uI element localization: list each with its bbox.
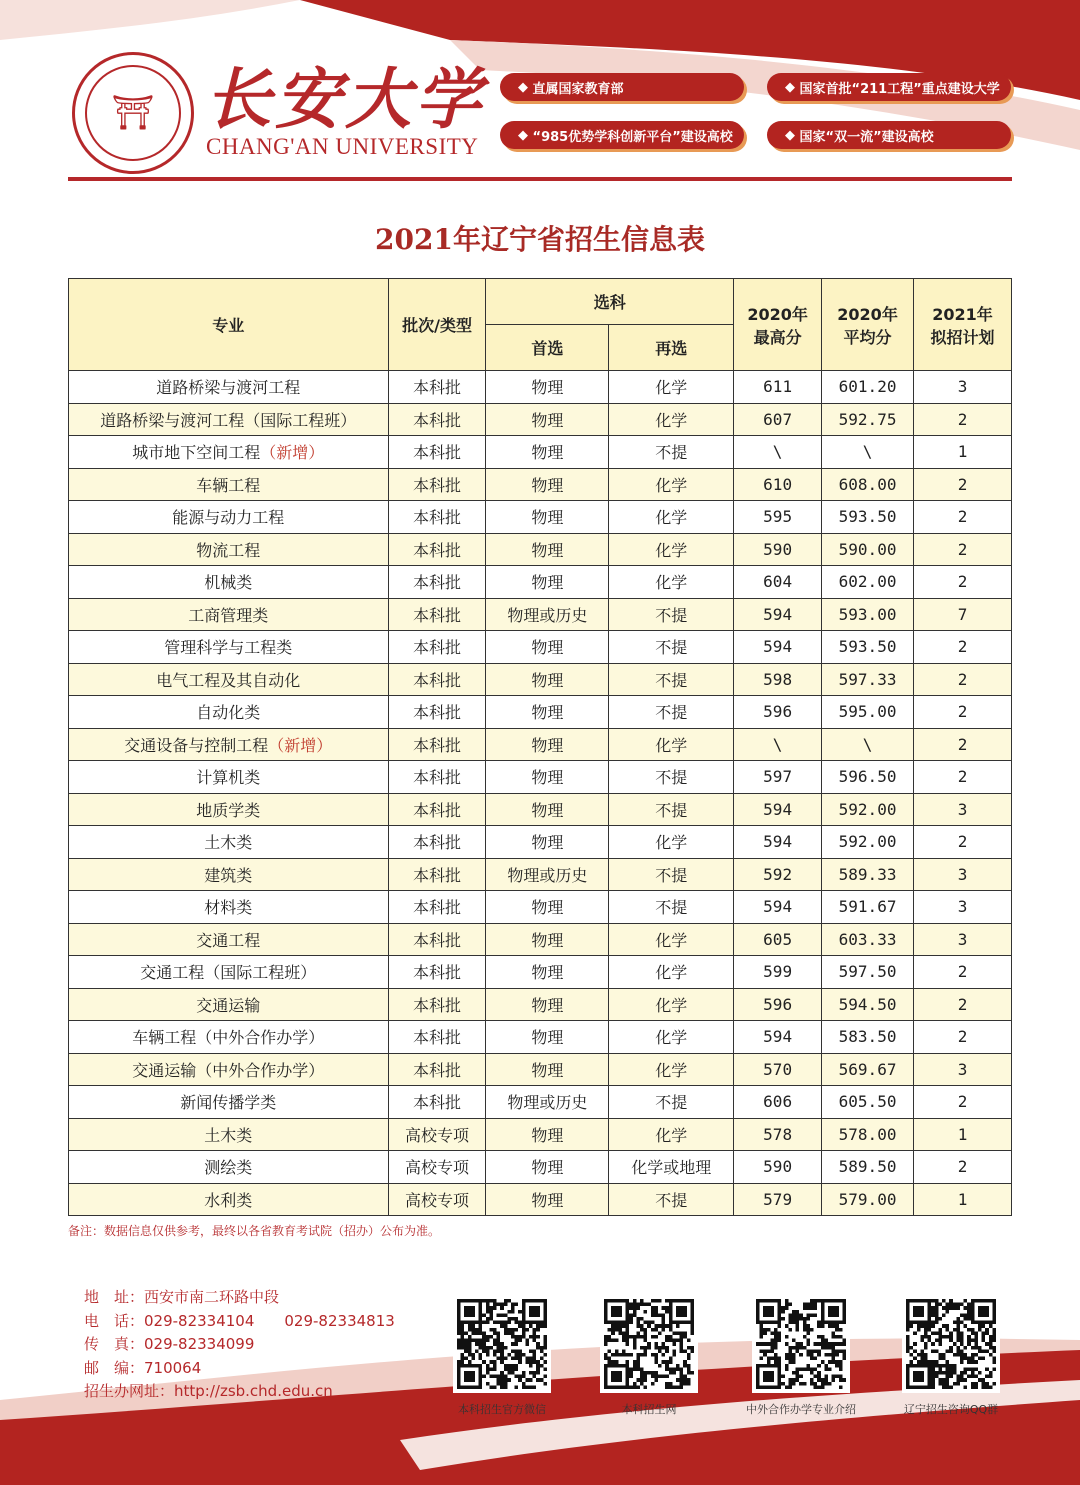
major-name: 交通工程（国际工程班）: [140, 963, 317, 983]
cell-avg-2020: 602.00: [822, 566, 914, 599]
table-row: [69, 988, 1012, 1021]
cell-major: [69, 533, 389, 566]
cell-batch: 本科批: [388, 436, 486, 469]
cell-second-choice: 化学: [609, 501, 734, 534]
cell-second-choice: 不提: [609, 598, 734, 631]
new-tag: （新增）: [268, 735, 333, 755]
cell-major: [69, 468, 389, 501]
cell-plan-2021: 2: [914, 501, 1012, 534]
cell-batch: 本科批: [388, 728, 486, 761]
cell-plan-2021: 2: [914, 956, 1012, 989]
cell-second-choice: 不提: [609, 1183, 734, 1216]
major-name: 电气工程及其自动化: [156, 670, 301, 690]
cell-second-choice: 化学: [609, 371, 734, 404]
major-name: 自动化类: [196, 703, 261, 723]
table-row: [69, 793, 1012, 826]
cell-second-choice: 化学: [609, 956, 734, 989]
cell-max-2020: 596: [734, 696, 822, 729]
cell-plan-2021: 2: [914, 663, 1012, 696]
cell-max-2020: 578: [734, 1118, 822, 1151]
cell-first-choice: 物理: [486, 1118, 609, 1151]
cell-batch: 本科批: [388, 533, 486, 566]
cell-avg-2020: 590.00: [822, 533, 914, 566]
cell-plan-2021: 2: [914, 533, 1012, 566]
header-max-2020: 2020年 最高分: [734, 279, 822, 371]
cell-first-choice: 物理: [486, 371, 609, 404]
phone: 电 话：029-82334104 029-82334813: [84, 1311, 395, 1330]
cell-major: [69, 631, 389, 664]
cell-avg-2020: 583.50: [822, 1021, 914, 1054]
cell-batch: 高校专项: [388, 1118, 486, 1151]
cell-avg-2020: 589.33: [822, 858, 914, 891]
cell-first-choice: 物理: [486, 696, 609, 729]
cell-major: [69, 1053, 389, 1086]
table-row: [69, 663, 1012, 696]
major-name: 道路桥梁与渡河工程（国际工程班）: [100, 410, 357, 430]
cell-avg-2020: 597.50: [822, 956, 914, 989]
table-row: [69, 891, 1012, 924]
cell-avg-2020: 593.50: [822, 501, 914, 534]
footnote: 备注：数据信息仅供参考，最终以各省教育考试院（招办）公布为准。: [68, 1224, 441, 1238]
major-name: 土木类: [204, 1125, 253, 1145]
qr-label: 本科招生官方微信: [458, 1403, 546, 1416]
cell-batch: 高校专项: [388, 1183, 486, 1216]
cell-second-choice: 不提: [609, 1086, 734, 1119]
cell-second-choice: 化学: [609, 1021, 734, 1054]
cell-batch: 本科批: [388, 696, 486, 729]
cell-max-2020: 594: [734, 1021, 822, 1054]
major-name: 交通设备与控制工程: [124, 735, 269, 755]
cell-first-choice: 物理: [486, 436, 609, 469]
table-row: [69, 1183, 1012, 1216]
cell-plan-2021: 2: [914, 631, 1012, 664]
cell-max-2020: 610: [734, 468, 822, 501]
cell-avg-2020: \: [822, 728, 914, 761]
cell-first-choice: 物理: [486, 631, 609, 664]
cell-second-choice: 化学或地理: [609, 1151, 734, 1184]
cell-second-choice: 化学: [609, 728, 734, 761]
table-row: [69, 533, 1012, 566]
cell-batch: 本科批: [388, 761, 486, 794]
table-row: [69, 1086, 1012, 1119]
cell-max-2020: 605: [734, 923, 822, 956]
cell-second-choice: 不提: [609, 761, 734, 794]
major-name: 计算机类: [196, 768, 261, 788]
cell-plan-2021: 3: [914, 858, 1012, 891]
cell-batch: 高校专项: [388, 1151, 486, 1184]
qr-code: [902, 1295, 1000, 1393]
cell-plan-2021: 2: [914, 1021, 1012, 1054]
cell-batch: 本科批: [388, 663, 486, 696]
cell-plan-2021: 2: [914, 761, 1012, 794]
cell-avg-2020: 605.50: [822, 1086, 914, 1119]
cell-major: [69, 1183, 389, 1216]
cell-max-2020: 595: [734, 501, 822, 534]
badge: ◆ 国家首批“211工程”重点建设大学: [767, 73, 1011, 101]
badge: ◆ “985优势学科创新平台”建设高校: [500, 121, 744, 149]
cell-plan-2021: 3: [914, 793, 1012, 826]
cell-first-choice: 物理: [486, 1183, 609, 1216]
cell-plan-2021: 3: [914, 923, 1012, 956]
cell-max-2020: 604: [734, 566, 822, 599]
major-name: 土木类: [204, 833, 253, 853]
cell-batch: 本科批: [388, 858, 486, 891]
cell-max-2020: 597: [734, 761, 822, 794]
cell-batch: 本科批: [388, 1053, 486, 1086]
cell-max-2020: 590: [734, 533, 822, 566]
cell-major: [69, 891, 389, 924]
cell-major: [69, 403, 389, 436]
cell-max-2020: 570: [734, 1053, 822, 1086]
table-row: [69, 501, 1012, 534]
badge: ◆ 国家“双一流”建设高校: [767, 121, 1011, 149]
cell-plan-2021: 2: [914, 468, 1012, 501]
university-name-en: CHANG'AN UNIVERSITY: [206, 134, 479, 159]
cell-first-choice: 物理: [486, 988, 609, 1021]
table-row: [69, 598, 1012, 631]
cell-max-2020: 596: [734, 988, 822, 1021]
cell-major: [69, 923, 389, 956]
major-name: 道路桥梁与渡河工程: [156, 378, 301, 398]
cell-max-2020: 594: [734, 631, 822, 664]
cell-plan-2021: 1: [914, 1118, 1012, 1151]
cell-first-choice: 物理或历史: [486, 858, 609, 891]
major-name: 测绘类: [204, 1158, 253, 1178]
cell-plan-2021: 2: [914, 988, 1012, 1021]
cell-second-choice: 化学: [609, 988, 734, 1021]
cell-first-choice: 物理: [486, 468, 609, 501]
cell-plan-2021: 2: [914, 566, 1012, 599]
cell-second-choice: 不提: [609, 436, 734, 469]
cell-max-2020: 594: [734, 891, 822, 924]
page-title: 2021年辽宁省招生信息表: [375, 223, 705, 256]
table-row: [69, 1053, 1012, 1086]
cell-major: [69, 956, 389, 989]
cell-major: [69, 988, 389, 1021]
cell-second-choice: 不提: [609, 793, 734, 826]
table-row: [69, 858, 1012, 891]
cell-major: [69, 501, 389, 534]
major-name: 交通运输: [196, 995, 261, 1015]
cell-avg-2020: 596.50: [822, 761, 914, 794]
cell-second-choice: 化学: [609, 403, 734, 436]
major-name: 能源与动力工程: [172, 508, 285, 528]
cell-batch: 本科批: [388, 891, 486, 924]
cell-second-choice: 不提: [609, 891, 734, 924]
cell-batch: 本科批: [388, 631, 486, 664]
table-row: [69, 1151, 1012, 1184]
cell-first-choice: 物理: [486, 1151, 609, 1184]
major-name: 机械类: [204, 573, 253, 593]
qr-code: [600, 1295, 698, 1393]
cell-batch: 本科批: [388, 598, 486, 631]
cell-major: [69, 793, 389, 826]
cell-avg-2020: 601.20: [822, 371, 914, 404]
cell-avg-2020: 589.50: [822, 1151, 914, 1184]
cell-avg-2020: 592.00: [822, 826, 914, 859]
table-row: [69, 923, 1012, 956]
cell-avg-2020: 603.33: [822, 923, 914, 956]
table-row: [69, 1118, 1012, 1151]
cell-first-choice: 物理: [486, 663, 609, 696]
cell-major: [69, 1021, 389, 1054]
badge: ◆ 直属国家教育部: [500, 73, 744, 101]
major-name: 交通运输（中外合作办学）: [132, 1060, 325, 1080]
major-name: 管理科学与工程类: [164, 638, 293, 658]
cell-batch: 本科批: [388, 501, 486, 534]
cell-major: [69, 566, 389, 599]
cell-major: [69, 696, 389, 729]
table-row: [69, 371, 1012, 404]
major-name: 物流工程: [196, 540, 261, 560]
table-row: [69, 468, 1012, 501]
cell-avg-2020: 579.00: [822, 1183, 914, 1216]
cell-max-2020: 590: [734, 1151, 822, 1184]
cell-max-2020: 594: [734, 793, 822, 826]
qr-label: 本科招生网: [621, 1403, 677, 1416]
header-avg-2020: 2020年 平均分: [822, 279, 914, 371]
contact-info: [84, 1286, 395, 1404]
cell-first-choice: 物理或历史: [486, 1086, 609, 1119]
cell-major: [69, 436, 389, 469]
cell-plan-2021: 3: [914, 371, 1012, 404]
cell-major: [69, 1086, 389, 1119]
header-major: 专业: [69, 279, 389, 371]
cell-max-2020: 607: [734, 403, 822, 436]
cell-avg-2020: 578.00: [822, 1118, 914, 1151]
cell-batch: 本科批: [388, 826, 486, 859]
cell-second-choice: 化学: [609, 1118, 734, 1151]
major-name: 工商管理类: [188, 605, 269, 625]
cell-first-choice: 物理: [486, 923, 609, 956]
cell-plan-2021: 2: [914, 1086, 1012, 1119]
cell-avg-2020: 608.00: [822, 468, 914, 501]
cell-first-choice: 物理: [486, 793, 609, 826]
cell-batch: 本科批: [388, 566, 486, 599]
cell-max-2020: 611: [734, 371, 822, 404]
cell-batch: 本科批: [388, 1021, 486, 1054]
cell-first-choice: 物理: [486, 566, 609, 599]
header-subjects: 选科: [486, 279, 734, 325]
cell-avg-2020: 592.00: [822, 793, 914, 826]
cell-first-choice: 物理: [486, 891, 609, 924]
cell-max-2020: 606: [734, 1086, 822, 1119]
address: 地 址：西安市南二环路中段: [84, 1288, 280, 1306]
divider: [68, 177, 1012, 181]
cell-first-choice: 物理: [486, 403, 609, 436]
cell-second-choice: 化学: [609, 533, 734, 566]
cell-second-choice: 化学: [609, 923, 734, 956]
cell-plan-2021: 2: [914, 403, 1012, 436]
cell-second-choice: 不提: [609, 696, 734, 729]
cell-avg-2020: \: [822, 436, 914, 469]
header-second-choice: 再选: [609, 325, 734, 371]
header-plan-2021: 2021年 拟招计划: [914, 279, 1012, 371]
cell-batch: 本科批: [388, 371, 486, 404]
cell-first-choice: 物理: [486, 501, 609, 534]
cell-second-choice: 化学: [609, 566, 734, 599]
table-row: [69, 826, 1012, 859]
cell-batch: 本科批: [388, 793, 486, 826]
cell-second-choice: 不提: [609, 631, 734, 664]
table-row: [69, 728, 1012, 761]
major-name: 车辆工程（中外合作办学）: [132, 1028, 325, 1048]
cell-max-2020: 594: [734, 826, 822, 859]
cell-plan-2021: 3: [914, 891, 1012, 924]
cell-max-2020: \: [734, 728, 822, 761]
cell-max-2020: 598: [734, 663, 822, 696]
qr-code: [752, 1295, 850, 1393]
cell-major: [69, 761, 389, 794]
cell-batch: 本科批: [388, 988, 486, 1021]
cell-major: [69, 371, 389, 404]
table-row: [69, 1021, 1012, 1054]
university-seal: ⛩: [72, 52, 194, 174]
cell-avg-2020: 595.00: [822, 696, 914, 729]
cell-second-choice: 化学: [609, 826, 734, 859]
major-name: 城市地下空间工程: [132, 443, 261, 463]
cell-max-2020: 599: [734, 956, 822, 989]
cell-major: [69, 598, 389, 631]
qr-label: 辽宁招生咨询QQ群: [903, 1403, 999, 1416]
cell-first-choice: 物理: [486, 956, 609, 989]
major-name: 新闻传播学类: [180, 1093, 277, 1113]
table-row: [69, 403, 1012, 436]
new-tag: （新增）: [260, 443, 325, 463]
cell-avg-2020: 593.50: [822, 631, 914, 664]
website[interactable]: 招生办网址：http://zsb.chd.edu.cn: [84, 1382, 333, 1400]
header-batch: 批次/类型: [388, 279, 486, 371]
cell-first-choice: 物理: [486, 761, 609, 794]
qr-code: [453, 1295, 551, 1393]
cell-avg-2020: 592.75: [822, 403, 914, 436]
cell-plan-2021: 2: [914, 826, 1012, 859]
major-name: 交通工程: [196, 930, 261, 950]
cell-avg-2020: 591.67: [822, 891, 914, 924]
cell-max-2020: \: [734, 436, 822, 469]
cell-first-choice: 物理或历史: [486, 598, 609, 631]
cell-first-choice: 物理: [486, 1053, 609, 1086]
cell-max-2020: 592: [734, 858, 822, 891]
cell-avg-2020: 593.00: [822, 598, 914, 631]
cell-plan-2021: 2: [914, 728, 1012, 761]
major-name: 水利类: [204, 1190, 253, 1210]
cell-avg-2020: 594.50: [822, 988, 914, 1021]
cell-plan-2021: 2: [914, 1151, 1012, 1184]
cell-batch: 本科批: [388, 468, 486, 501]
cell-second-choice: 化学: [609, 468, 734, 501]
cell-first-choice: 物理: [486, 1021, 609, 1054]
table-row: [69, 566, 1012, 599]
cell-major: [69, 1118, 389, 1151]
cell-batch: 本科批: [388, 403, 486, 436]
university-name-cn: 长安大学: [205, 60, 485, 138]
cell-plan-2021: 1: [914, 1183, 1012, 1216]
cell-batch: 本科批: [388, 1086, 486, 1119]
fax: 传 真：029-82334099: [84, 1335, 255, 1353]
cell-first-choice: 物理: [486, 826, 609, 859]
table-row: [69, 696, 1012, 729]
admission-table: [68, 278, 1012, 1216]
cell-second-choice: 化学: [609, 1053, 734, 1086]
header-first-choice: 首选: [486, 325, 609, 371]
major-name: 地质学类: [196, 800, 261, 820]
cell-max-2020: 594: [734, 598, 822, 631]
cell-first-choice: 物理: [486, 533, 609, 566]
cell-avg-2020: 569.67: [822, 1053, 914, 1086]
major-name: 材料类: [204, 898, 253, 918]
cell-major: [69, 663, 389, 696]
cell-major: [69, 1151, 389, 1184]
cell-plan-2021: 1: [914, 436, 1012, 469]
cell-plan-2021: 7: [914, 598, 1012, 631]
cell-first-choice: 物理: [486, 728, 609, 761]
cell-major: [69, 728, 389, 761]
cell-batch: 本科批: [388, 956, 486, 989]
table-row: [69, 631, 1012, 664]
cell-max-2020: 579: [734, 1183, 822, 1216]
major-name: 建筑类: [204, 865, 253, 885]
cell-second-choice: 不提: [609, 858, 734, 891]
table-row: [69, 761, 1012, 794]
cell-plan-2021: 3: [914, 1053, 1012, 1086]
cell-major: [69, 858, 389, 891]
table-row: [69, 436, 1012, 469]
cell-plan-2021: 2: [914, 696, 1012, 729]
cell-avg-2020: 597.33: [822, 663, 914, 696]
cell-batch: 本科批: [388, 923, 486, 956]
qr-label: 中外合作办学专业介绍: [746, 1403, 856, 1416]
major-name: 车辆工程: [196, 475, 261, 495]
cell-major: [69, 826, 389, 859]
cell-second-choice: 不提: [609, 663, 734, 696]
table-row: [69, 956, 1012, 989]
postcode: 邮 编：710064: [84, 1358, 202, 1377]
